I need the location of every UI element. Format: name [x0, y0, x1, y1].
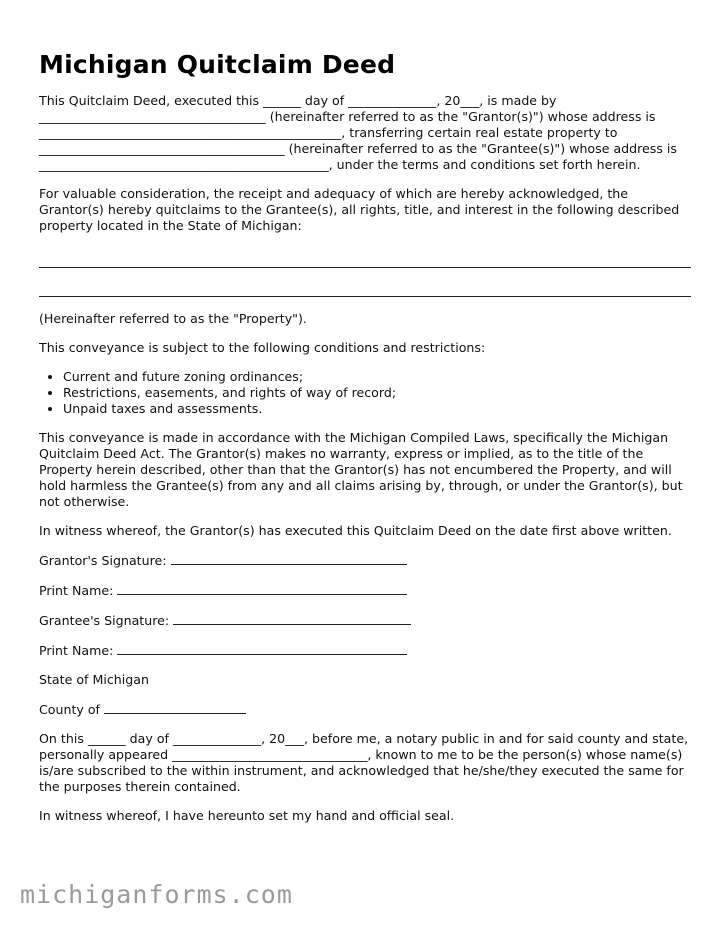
compliance-paragraph: This conveyance is made in accordance with the Michigan Compiled Laws, specifically the Michigan Quitclaim Deed Act. The Grantor(s) makes no warranty, express or implied, as to the title of the Property herein described, other than that the Grantor(s) has not encumbered the Property, and will hold harmless the Grantee(s) from any and all claims arising by, through, or under the Grantor(s), but not otherwise. — [39, 430, 683, 509]
list-item: • Restrictions, easements, and rights of way of record; — [63, 385, 691, 401]
grantee-print-name-row — [39, 642, 691, 659]
grantee-signature-row — [39, 612, 691, 629]
grantee-print-name-line — [117, 642, 407, 655]
list-item: • Unpaid taxes and assessments. — [63, 401, 691, 417]
grantor-signature-row — [39, 552, 691, 569]
intro-paragraph: This Quitclaim Deed, executed this ______ day of ______________, 20___, is made by ____________________________________ (hereinafter referred to as the "Grantor(s)") whose address is ________________________________________________, transferring certain real estate property to _______________________________________ (hereinafter referred to as the "Grantee(s)") whose address is ______________________________________________, under the terms and conditions set forth herein. — [39, 93, 677, 172]
county-label: County of — [39, 702, 100, 717]
grantee-signature-line — [173, 612, 411, 625]
conditions-list — [39, 369, 691, 417]
list-item: • Current and future zoning ordinances; — [63, 369, 691, 385]
page-title: Michigan Quitclaim Deed — [39, 50, 396, 79]
final-paragraph: In witness whereof, I have hereunto set my hand and official seal. — [39, 808, 455, 823]
county-line — [104, 701, 246, 714]
notary-paragraph: On this ______ day of ______________, 20___, before me, a notary public in and for said county and state, personally appeared _______________________________, known to me to be the person(s) whose name(s) is/are subscribed to the within instrument, and acknowledged that he/she/they executed the same for the purposes therein contained. — [39, 731, 689, 794]
county-row — [39, 701, 691, 718]
print-name-label: Print Name: — [39, 583, 114, 598]
print-name-label: Print Name: — [39, 643, 114, 658]
grantee-signature-label: Grantee's Signature: — [39, 613, 170, 628]
grantor-signature-label: Grantor's Signature: — [39, 553, 167, 568]
witness-paragraph: In witness whereof, the Grantor(s) has executed this Quitclaim Deed on the date first above written. — [39, 523, 672, 538]
grantor-print-name-row — [39, 582, 691, 599]
consideration-paragraph: For valuable consideration, the receipt and adequacy of which are hereby acknowledged, the Grantor(s) hereby quitclaims to the Grantee(s), all rights, title, and interest in the following described property located in the State of Michigan: — [39, 186, 680, 233]
conditions-intro: This conveyance is subject to the following conditions and restrictions: — [39, 340, 486, 355]
watermark: michiganforms.com — [20, 880, 293, 909]
state-line: State of Michigan — [39, 672, 149, 687]
property-note: (Hereinafter referred to as the "Property"). — [39, 311, 307, 326]
deed-document — [39, 50, 691, 837]
grantor-signature-line — [171, 552, 407, 565]
grantor-print-name-line — [117, 582, 407, 595]
